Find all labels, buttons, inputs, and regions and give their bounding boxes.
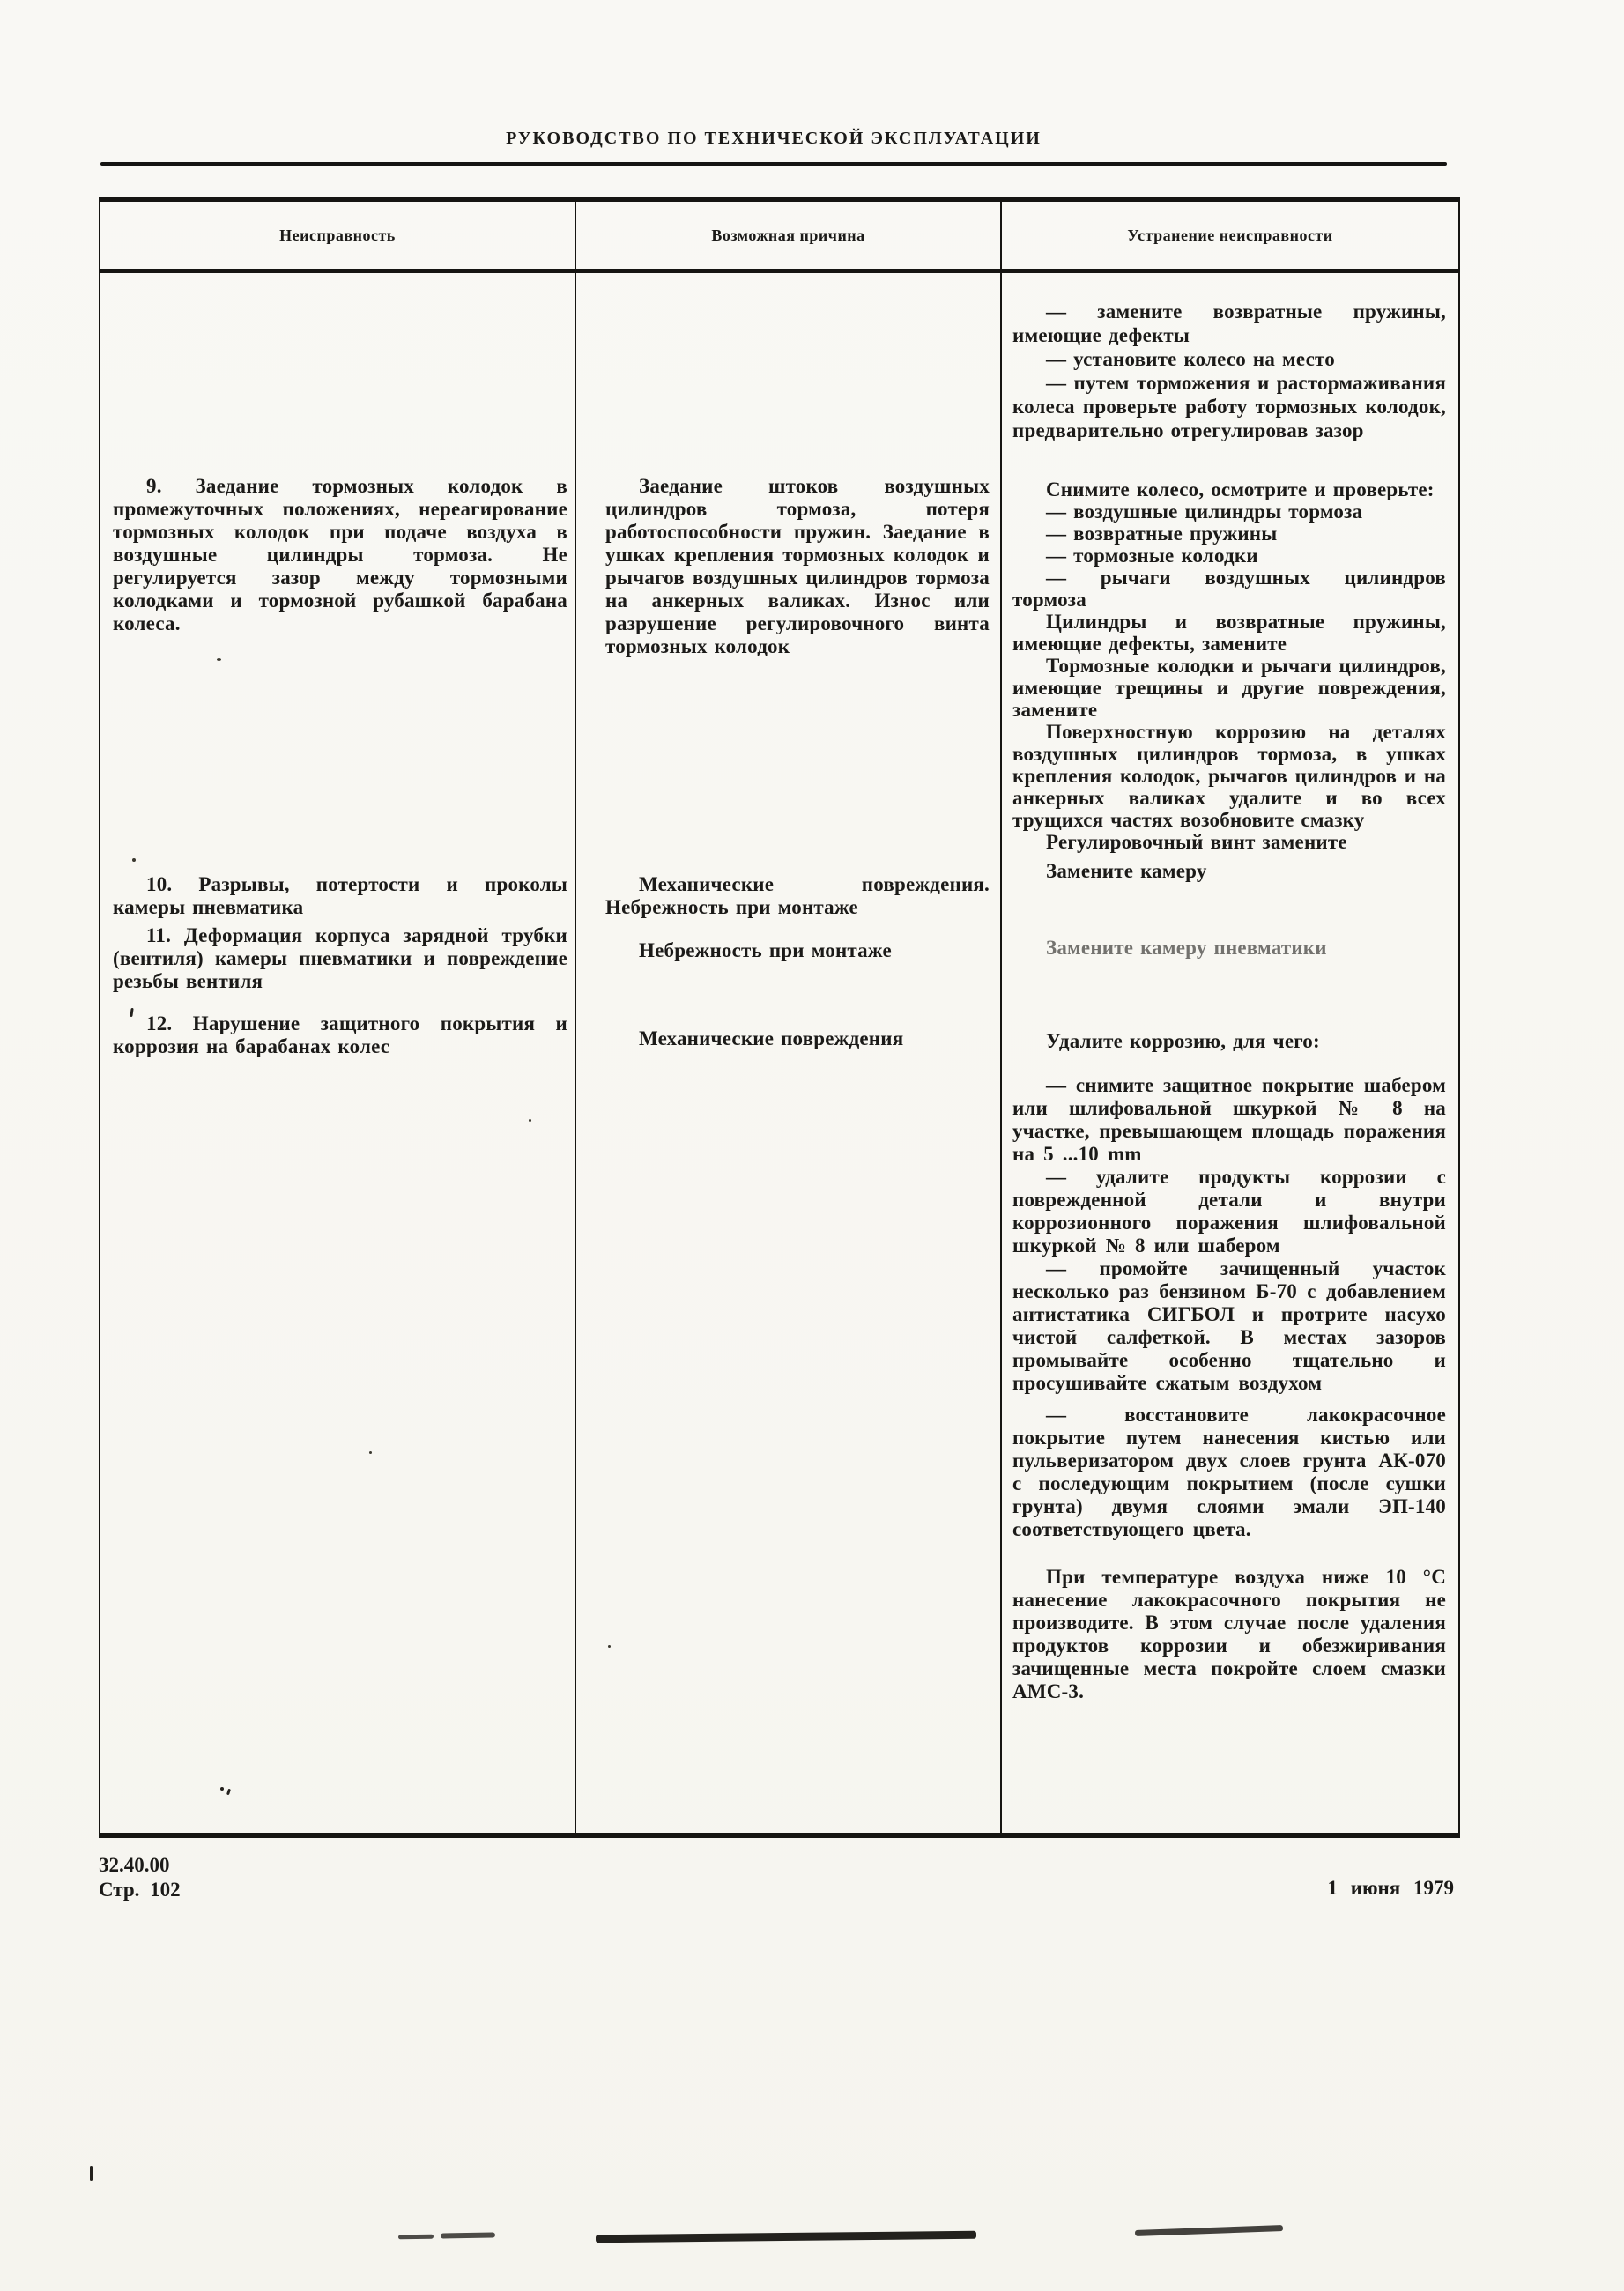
remedy-item-12-intro: Удалите коррозию, для чего: — [1046, 1030, 1320, 1052]
remedy-item-10: Замените камеру — [1046, 860, 1207, 882]
remedy-9-para-1: Цилиндры и возвратные пружины, имеющие дефекты, замените — [1012, 611, 1446, 655]
scan-smudge — [398, 2235, 434, 2240]
remedy-12-bullet-1: — снимите защитное покрытие шабером или шлифовальной шкуркой № 8 на участке, превышающем площадь поражения на 5 ...10 mm — [1012, 1074, 1446, 1165]
remedy-9-bullet-4: — рычаги воздушных цилиндров тормоза — [1012, 567, 1446, 611]
cause-item-12: Механические повреждения — [639, 1027, 904, 1049]
remedy-12-bullet-2: — удалите продукты коррозии с поврежденной детали и внутри коррозионного поражения шлифовальной шкуркой № 8 или шабером — [1012, 1166, 1446, 1257]
header-rule — [100, 162, 1447, 166]
remedy-carryover-block — [1012, 300, 1446, 442]
remedy-column — [1002, 273, 1458, 1833]
scan-smudge — [596, 2231, 976, 2243]
scan-speck — [608, 1645, 611, 1648]
scan-tick — [90, 2166, 93, 2181]
remedy-item-9-block — [1012, 478, 1446, 882]
cause-item-10: Механические повреждения. Небрежность при монтаже — [605, 873, 990, 918]
cause-item-9: Заедание штоков воздушных цилиндров тормоза, потеря работоспособности пружин. Заедание в ушках крепления тормозных колодок и рычагов воздушных цилиндров тормоза на анкерных валиках. Износ или разрушение регулировочного винта тормозных колодок — [605, 475, 990, 657]
running-header-title: РУКОВОДСТВО ПО ТЕХНИЧЕСКОЙ ЭКСПЛУАТАЦИИ — [506, 129, 1042, 148]
cause-column — [576, 273, 1002, 1833]
remedy-9-bullet-2: — возвратные пружины — [1046, 523, 1278, 545]
remedy-9-intro: Снимите колесо, осмотрите и проверьте: — [1046, 478, 1435, 500]
column-header-remedy: Устранение неисправности — [1002, 202, 1458, 273]
scan-smudge — [1135, 2225, 1283, 2236]
remedy-carry-bullet-1: — замените возвратные пружины, имеющие дефекты — [1012, 300, 1446, 346]
fault-item-12: 12. Нарушение защитного покрытия и коррозия на барабанах колес — [113, 1012, 567, 1057]
fault-item-10: 10. Разрывы, потертости и проколы камеры пневматика — [113, 873, 567, 918]
remedy-carry-bullet-3: — путем торможения и растормаживания колеса проверьте работу тормозных колодок, предварительно отрегулировав зазор — [1012, 372, 1446, 441]
fault-column — [100, 273, 576, 1833]
column-header-cause: Возможная причина — [576, 202, 1002, 273]
scan-speck — [529, 1119, 531, 1122]
remedy-9-para-2: Тормозные колодки и рычаги цилиндров, имеющие трещины и другие повреждения, замените — [1012, 655, 1446, 721]
remedy-carry-bullet-2: — установите колесо на место — [1046, 348, 1335, 370]
remedy-item-12-block — [1012, 1074, 1446, 1703]
remedy-12-bullet-3: — промойте зачищенный участок несколько раз бензином Б-70 с добавлением антистатика СИГБОЛ и протрите насухо чистой салфеткой. В местах зазоров промывайте особенно тщательно и просушивайте сжатым воздухом — [1012, 1257, 1446, 1394]
remedy-item-11: Замените камеру пневматики — [1046, 937, 1327, 959]
remedy-9-bullet-3: — тормозные колодки — [1046, 545, 1258, 567]
document-number: 32.40.00 — [99, 1854, 170, 1876]
scan-speck — [132, 858, 136, 862]
scan-speck — [369, 1451, 372, 1454]
column-header-fault: Неисправность — [100, 202, 576, 273]
scan-speck — [217, 658, 221, 661]
troubleshooting-table — [99, 197, 1460, 1838]
scan-smudge — [441, 2232, 495, 2238]
remedy-9-para-4: Регулировочный винт замените — [1046, 831, 1347, 853]
remedy-9-para-3: Поверхностную коррозию на деталях воздушных цилиндров тормоза, в ушках крепления колодок, рычагов цилиндров и на анкерных валиках удалите и во всех трущихся частях возобновите смазку — [1012, 721, 1446, 831]
page-number: Стр. 102 — [99, 1879, 181, 1901]
scan-speck — [220, 1787, 224, 1791]
cause-item-11: Небрежность при монтаже — [639, 939, 892, 961]
fault-item-11: 11. Деформация корпуса зарядной трубки (вентиля) камеры пневматики и повреждение резьбы вентиля — [113, 924, 567, 992]
remedy-12-note: При температуре воздуха ниже 10 °С нанесение лакокрасочного покрытия не производите. В этом случае после удаления продуктов коррозии и обезжиривания зачищенные места покройте слоем смазки АМС-3. — [1012, 1566, 1446, 1702]
remedy-12-bullet-4: — восстановите лакокрасочное покрытие путем нанесения кистью или пульверизатором двух слоев грунта АК-070 с последующим покрытием (после сушки грунта) двумя слоями эмали ЭП-140 соответствующего цвета. — [1012, 1404, 1446, 1540]
revision-date: 1 июня 1979 — [1327, 1877, 1454, 1899]
fault-item-9: 9. Заедание тормозных колодок в промежуточных положениях, нереагирование тормозных колодок при подаче воздуха в воздушные цилиндры тормоза. Не регулируется зазор между тормозными колодками и тормозной рубашкой барабана колеса. — [113, 475, 567, 634]
remedy-9-bullet-1: — воздушные цилиндры тормоза — [1046, 500, 1363, 523]
